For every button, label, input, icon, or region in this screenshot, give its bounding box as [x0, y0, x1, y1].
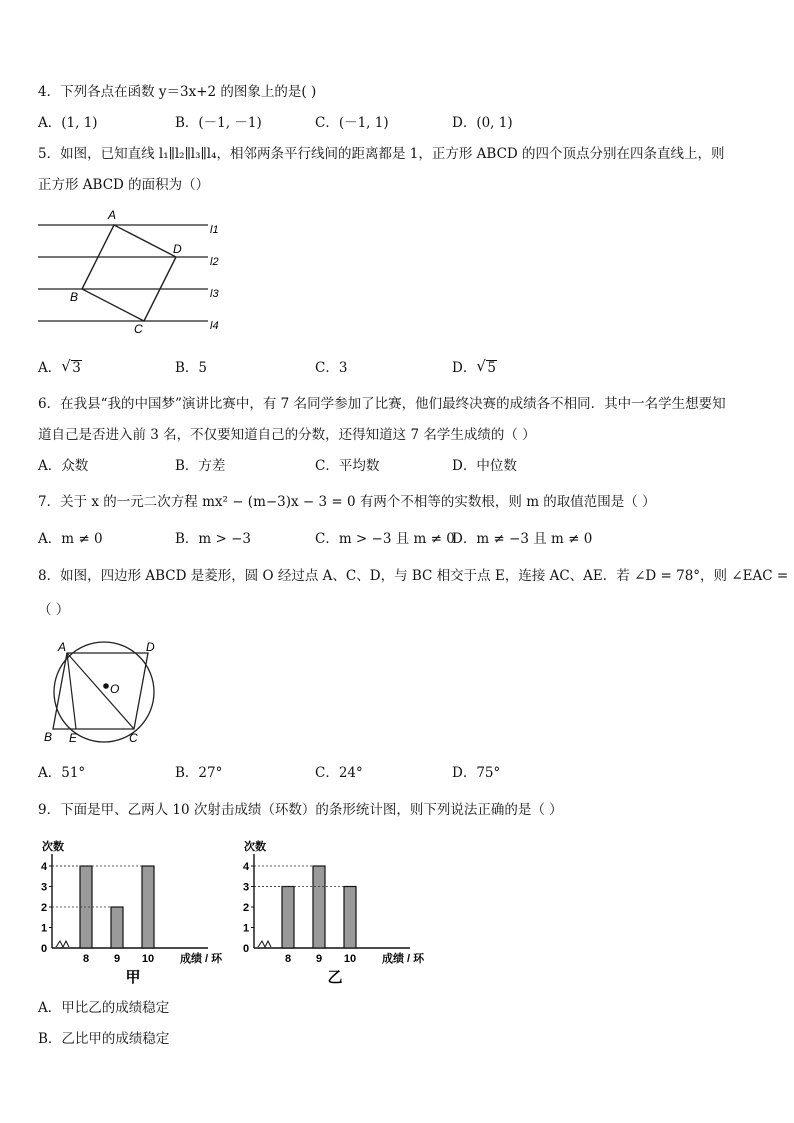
- chart-title: 甲: [125, 969, 141, 986]
- label-c: C: [129, 731, 138, 745]
- axis-break-mark: [56, 941, 69, 947]
- q7-option-b: B．m > −3: [175, 531, 252, 547]
- y-tick-label: 0: [41, 943, 48, 955]
- q5-option-a: A． √ 3: [38, 357, 81, 376]
- q8-option-a: A．51°: [38, 765, 86, 781]
- x-tick-label: 9: [113, 953, 121, 965]
- y-tick-label: 1: [243, 922, 250, 935]
- y-tick-label: 3: [243, 881, 250, 894]
- q5-figure: [30, 205, 230, 340]
- y-tick-label: 2: [243, 902, 250, 914]
- y-tick-label: 4: [243, 861, 250, 873]
- q8-option-d: D．75°: [452, 765, 501, 781]
- label-l2: l2: [210, 256, 219, 268]
- axis-break-mark: [258, 941, 271, 947]
- y-tick-label: 2: [41, 902, 48, 914]
- y-tick-label: 4: [41, 861, 48, 873]
- q7-option-c: C．m > −3 且 m ≠ 0: [315, 531, 455, 547]
- bar-10: [344, 887, 356, 949]
- label-l1: l1: [210, 224, 219, 236]
- x-axis-label: 成绩 / 环: [180, 953, 223, 965]
- y-axis-label: 次数: [244, 841, 266, 853]
- segment-ac: [67, 653, 134, 729]
- q8-option-b: B．27°: [175, 765, 223, 781]
- label-d: D: [173, 242, 182, 256]
- q7-option-d: D．m ≠ −3 且 m ≠ 0: [452, 531, 593, 547]
- q8-figure: [36, 636, 166, 746]
- bar-10: [142, 866, 154, 948]
- y-axis-label: 次数: [42, 841, 64, 853]
- chart-yi: [232, 828, 437, 986]
- q8-stem-line1: 8．如图，四边形 ABCD 是菱形，圆 O 经过点 A、C、D，与 BC 相交于点 E，连接 AC、AE．若 ∠D = 78°，则 ∠EAC =: [38, 568, 789, 584]
- x-tick-label: 10: [141, 953, 155, 965]
- y-tick-label: 3: [41, 881, 48, 894]
- label-e: E: [69, 731, 78, 745]
- q4-option-a: A．(1, 1): [38, 115, 98, 131]
- x-tick-label: 9: [315, 953, 323, 965]
- q5-option-b: B．5: [175, 360, 208, 376]
- q6-option-a: A．众数: [38, 458, 89, 474]
- q7-option-a: A．m ≠ 0: [38, 531, 103, 547]
- q5-stem-line2: 正方形 ABCD 的面积为（）: [38, 177, 210, 193]
- q7-stem: 7．关于 x 的一元二次方程 mx² − (m−3)x − 3 = 0 有两个不相等的实数根，则 m 的取值范围是（ ）: [38, 494, 656, 510]
- q4-option-c: C．(－1, 1): [315, 115, 389, 131]
- label-l3: l3: [210, 288, 219, 300]
- label-b: B: [44, 730, 53, 744]
- chart-title: 乙: [327, 969, 343, 986]
- center-o-dot: [103, 683, 109, 689]
- square-abcd: [82, 225, 176, 321]
- q9-option-a: A．甲比乙的成绩稳定: [38, 1000, 170, 1016]
- q6-stem-line2: 道自己是否进入前 3 名，不仅要知道自己的分数，还得知道这 7 名学生成绩的（ ）: [38, 427, 536, 443]
- q8-stem-line2: （ ）: [38, 602, 70, 618]
- q5-option-d: D． √ 5: [452, 357, 496, 376]
- x-tick-label: 8: [82, 953, 90, 965]
- x-tick-label: 8: [284, 953, 292, 965]
- label-c: C: [134, 322, 143, 336]
- label-l4: l4: [210, 320, 219, 332]
- label-b: B: [70, 290, 79, 304]
- q5-option-c: C．3: [315, 360, 348, 376]
- y-tick-label: 1: [41, 922, 48, 935]
- q8-option-c: C．24°: [315, 765, 363, 781]
- q4-option-b: B．(－1, －1): [175, 115, 262, 131]
- bar-8: [282, 887, 294, 949]
- q6-option-b: B．方差: [175, 458, 226, 474]
- segment-ae: [67, 653, 76, 729]
- x-axis-label: 成绩 / 环: [382, 953, 425, 965]
- q5-stem-line1: 5．如图，已知直线 l₁∥l₂∥l₃∥l₄，相邻两条平行线间的距离都是 1，正方形 ABCD 的四个顶点分别在四条直线上，则: [38, 146, 725, 162]
- bar-9: [313, 866, 325, 948]
- label-a: A: [108, 208, 117, 222]
- y-tick-label: 0: [243, 943, 250, 955]
- q6-stem-line1: 6．在我县“我的中国梦”演讲比赛中，有 7 名同学参加了比赛，他们最终决赛的成绩各不相同．其中一名学生想要知: [38, 396, 726, 412]
- q4-option-d: D．(0, 1): [452, 115, 513, 131]
- label-a: A: [58, 640, 67, 654]
- q4-stem: 4．下列各点在函数 y＝3x+2 的图象上的是( ): [38, 84, 317, 100]
- circle-o: [54, 642, 154, 742]
- label-o: O: [110, 682, 120, 696]
- q6-option-c: C．平均数: [315, 458, 380, 474]
- q9-option-b: B．乙比甲的成绩稳定: [38, 1031, 170, 1047]
- x-tick-label: 10: [343, 953, 357, 965]
- chart-jia: [30, 828, 235, 986]
- q9-stem: 9．下面是甲、乙两人 10 次射击成绩（环数）的条形统计图，则下列说法正确的是（ ）: [38, 802, 563, 818]
- bar-9: [111, 907, 123, 948]
- label-d: D: [146, 640, 155, 654]
- q6-option-d: D．中位数: [452, 458, 517, 474]
